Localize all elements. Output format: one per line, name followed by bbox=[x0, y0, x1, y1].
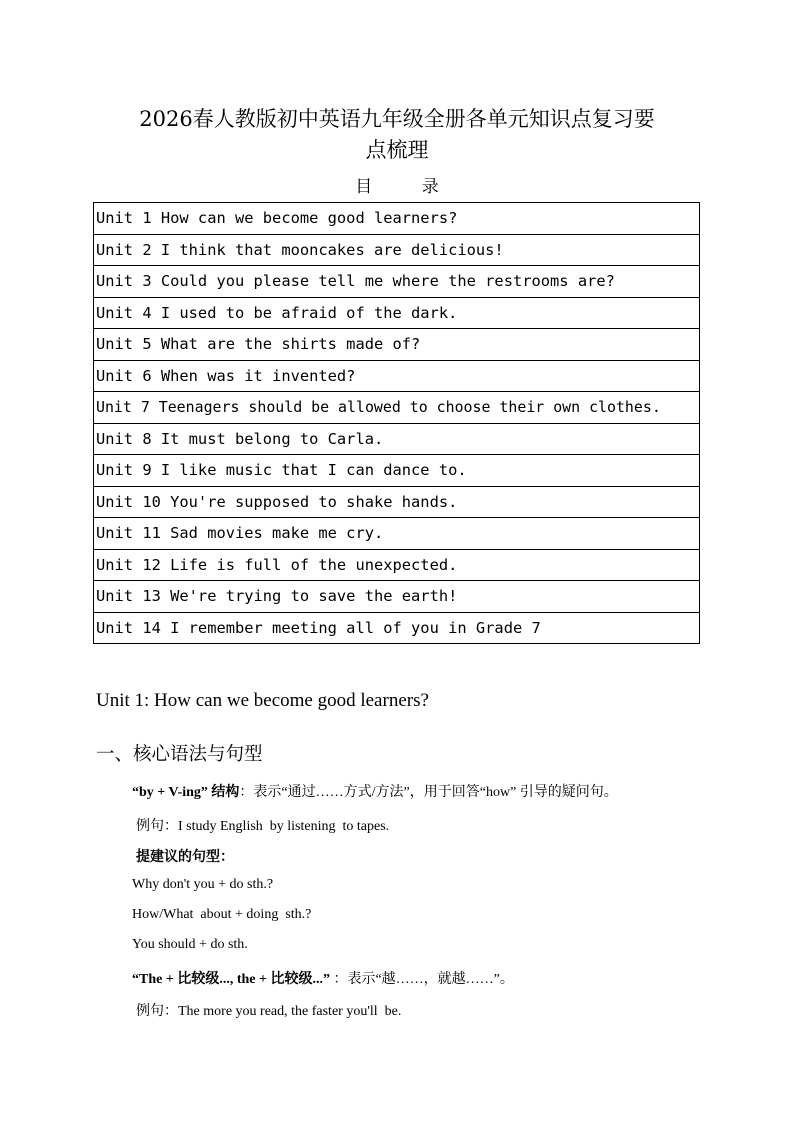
by-ving-line bbox=[132, 781, 618, 801]
toc-row[interactable] bbox=[94, 234, 700, 266]
suggestion-pattern-2: How/What about + doing sth.? bbox=[132, 907, 312, 922]
toc-entry[interactable]: Unit 2 I think that mooncakes are delicious! bbox=[94, 234, 700, 266]
toc-entry[interactable]: Unit 11 Sad movies make me cry. bbox=[94, 518, 700, 550]
toc-entry[interactable]: Unit 8 It must belong to Carla. bbox=[94, 423, 700, 455]
toc-row[interactable] bbox=[94, 360, 700, 392]
title-line-2: 点梳理 bbox=[365, 138, 429, 162]
toc-entry[interactable]: Unit 6 When was it invented? bbox=[94, 360, 700, 392]
document-title bbox=[90, 104, 704, 166]
the-more-label: “The + 比较级..., the + 比较级...” bbox=[132, 972, 330, 987]
toc-entry[interactable]: Unit 3 Could you please tell me where the restrooms are? bbox=[94, 266, 700, 298]
title-line-1: 2026春人教版初中英语九年级全册各单元知识点复习要 bbox=[139, 107, 655, 131]
toc-row[interactable] bbox=[94, 392, 700, 424]
toc-entry[interactable]: Unit 7 Teenagers should be allowed to choose their own clothes. bbox=[94, 392, 700, 424]
toc-row[interactable] bbox=[94, 612, 700, 644]
toc-row[interactable] bbox=[94, 423, 700, 455]
toc-entry[interactable]: Unit 1 How can we become good learners? bbox=[94, 203, 700, 235]
toc-entry[interactable]: Unit 10 You're supposed to shake hands. bbox=[94, 486, 700, 518]
table-of-contents bbox=[93, 202, 700, 644]
suggestion-pattern-3: You should + do sth. bbox=[132, 937, 248, 952]
toc-entry[interactable]: Unit 13 We're trying to save the earth! bbox=[94, 581, 700, 613]
section-heading-grammar: 一、核心语法与句型 bbox=[96, 744, 263, 765]
toc-entry[interactable]: Unit 5 What are the shirts made of? bbox=[94, 329, 700, 361]
toc-entry[interactable]: Unit 14 I remember meeting all of you in Grade 7 bbox=[94, 612, 700, 644]
toc-row[interactable] bbox=[94, 486, 700, 518]
the-more-line bbox=[132, 968, 514, 988]
toc-row[interactable] bbox=[94, 455, 700, 487]
toc-entry[interactable]: Unit 12 Life is full of the unexpected. bbox=[94, 549, 700, 581]
toc-row[interactable] bbox=[94, 549, 700, 581]
toc-row[interactable] bbox=[94, 203, 700, 235]
unit1-heading: Unit 1: How can we become good learners? bbox=[96, 690, 429, 711]
toc-heading: 目 录 bbox=[355, 177, 461, 197]
toc-row[interactable] bbox=[94, 329, 700, 361]
the-more-explanation: ：表示“越……，就越……”。 bbox=[329, 972, 514, 987]
suggestion-heading: 提建议的句型： bbox=[136, 850, 234, 865]
by-ving-explanation: ：表示“通过……方式/方法”，用于回答“how” 引导的疑问句。 bbox=[239, 785, 618, 800]
toc-row[interactable] bbox=[94, 581, 700, 613]
toc-row[interactable] bbox=[94, 266, 700, 298]
example-sentence-2: 例句：The more you read, the faster you'll be. bbox=[136, 1004, 402, 1019]
example-sentence-1: 例句：I study English by listening to tapes. bbox=[136, 819, 390, 834]
by-ving-label: “by + V-ing” 结构 bbox=[132, 785, 240, 800]
suggestion-pattern-1: Why don't you + do sth.? bbox=[132, 877, 274, 892]
toc-row[interactable] bbox=[94, 518, 700, 550]
toc-entry[interactable]: Unit 4 I used to be afraid of the dark. bbox=[94, 297, 700, 329]
toc-entry[interactable]: Unit 9 I like music that I can dance to. bbox=[94, 455, 700, 487]
toc-row[interactable] bbox=[94, 297, 700, 329]
